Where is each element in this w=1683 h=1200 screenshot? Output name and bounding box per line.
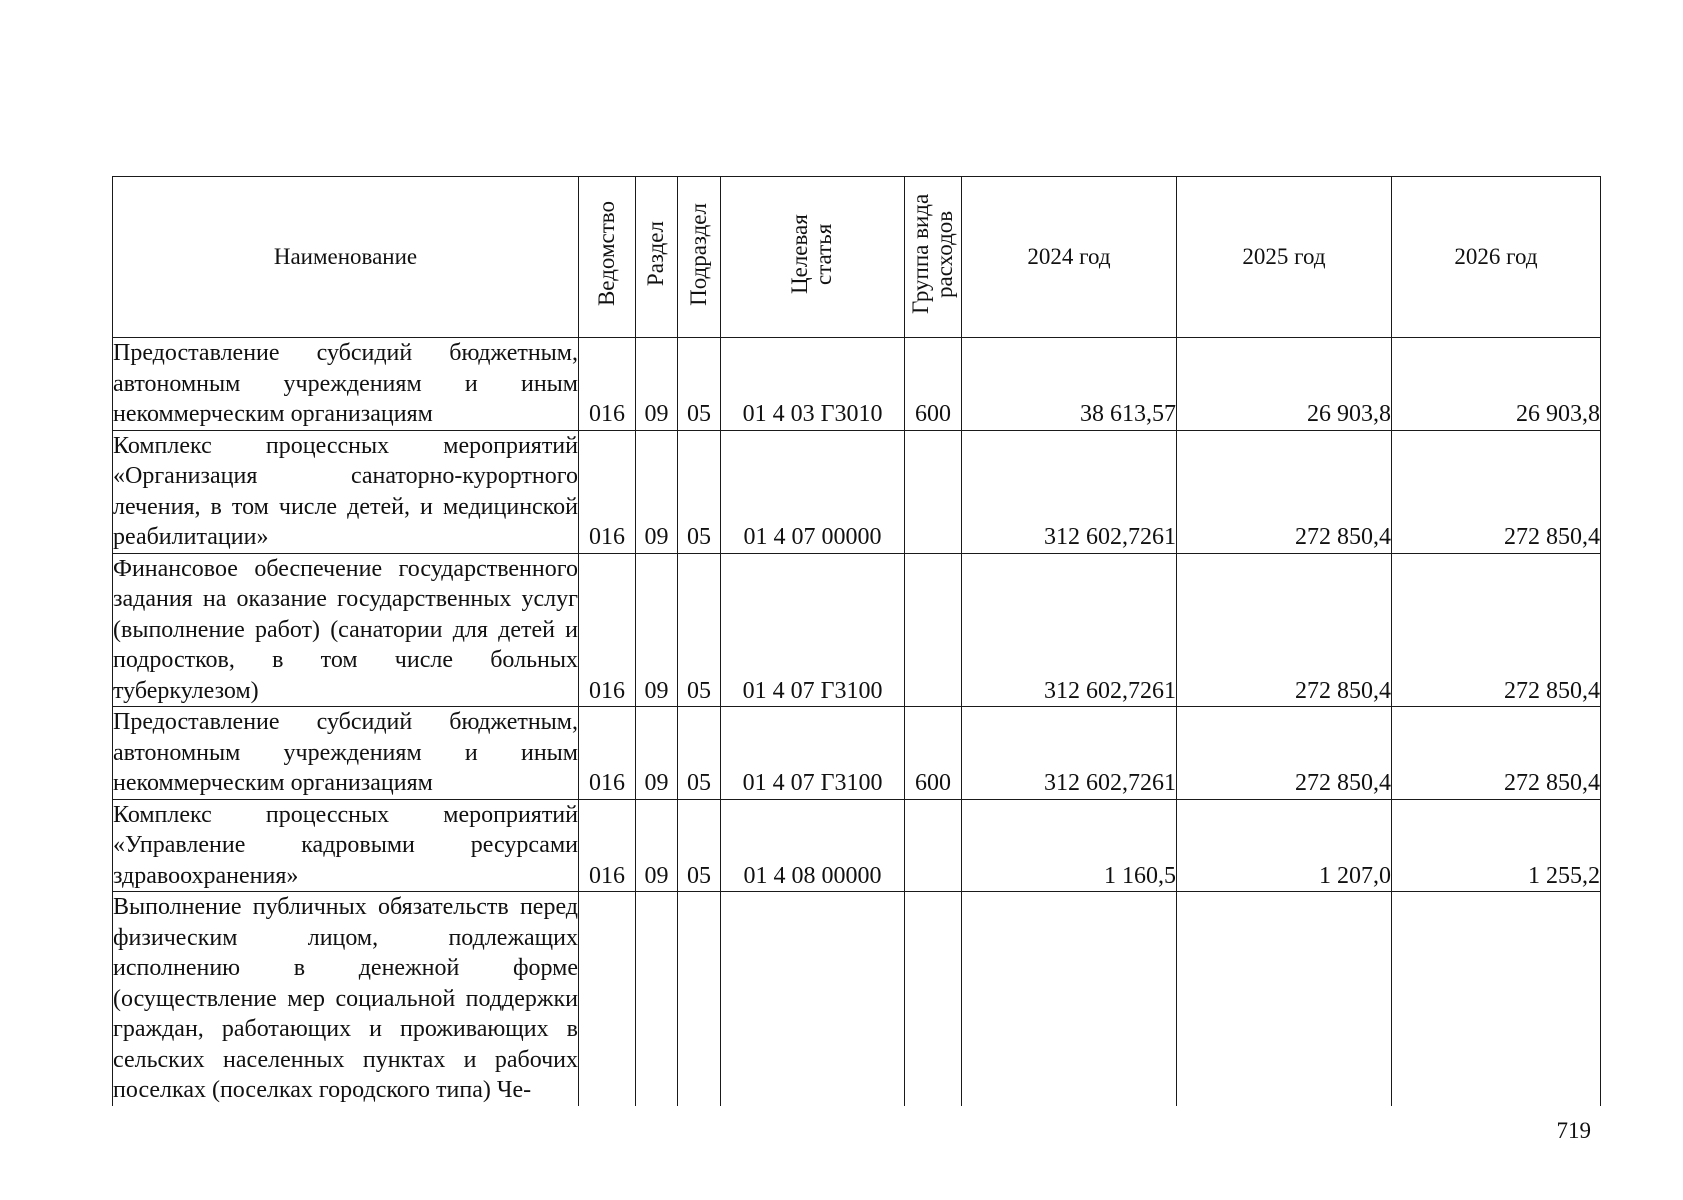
row-group [905,799,962,892]
row-name: Комплекс процессных мероприятий «Управление кадровыми ресурсами здравоохранения» [113,799,579,892]
table-row [113,430,1601,553]
budget-table [112,176,1601,1106]
header-name: Наименование [113,177,579,338]
table-row [113,707,1601,800]
row-2025: 1 207,0 [1177,799,1392,892]
table-row [113,553,1601,707]
row-target: 01 4 07 Г3100 [721,707,905,800]
row-dept: 016 [579,553,636,707]
row-target: 01 4 07 00000 [721,430,905,553]
row-dept: 016 [579,799,636,892]
header-2025: 2025 год [1177,177,1392,338]
row-name: Финансовое обеспечение государственного задания на оказание государственных услуг (выполнение работ) (санатории для детей и подростков, в том числе больных туберкулезом) [113,553,579,707]
row-2024 [962,892,1177,1106]
row-dept: 016 [579,430,636,553]
row-2025: 272 850,4 [1177,430,1392,553]
row-dept: 016 [579,707,636,800]
row-section: 09 [636,799,678,892]
row-section: 09 [636,338,678,431]
row-group [905,892,962,1106]
row-2024: 312 602,7261 [962,707,1177,800]
row-subsection: 05 [678,553,721,707]
header-2024: 2024 год [962,177,1177,338]
header-target: Целевая статья [721,177,905,338]
row-section: 09 [636,430,678,553]
header-row [113,177,1601,338]
row-name: Предоставление субсидий бюджетным, автономным учреждениям и иным некоммерческим организациям [113,338,579,431]
row-2026: 272 850,4 [1392,553,1601,707]
row-dept [579,892,636,1106]
row-2025: 272 850,4 [1177,707,1392,800]
row-subsection: 05 [678,799,721,892]
row-2026: 272 850,4 [1392,707,1601,800]
row-2024: 1 160,5 [962,799,1177,892]
row-dept: 016 [579,338,636,431]
table-row [113,338,1601,431]
row-2024: 312 602,7261 [962,430,1177,553]
row-section: 09 [636,553,678,707]
row-2024: 312 602,7261 [962,553,1177,707]
row-2024: 38 613,57 [962,338,1177,431]
row-target [721,892,905,1106]
table-row [113,892,1601,1106]
row-target: 01 4 07 Г3100 [721,553,905,707]
row-subsection [678,892,721,1106]
table-row [113,799,1601,892]
row-target: 01 4 08 00000 [721,799,905,892]
row-name: Комплекс процессных мероприятий «Организация санаторно-курортного лечения, в том числе детей, и медицинской реабилитации» [113,430,579,553]
row-section [636,892,678,1106]
row-2025: 26 903,8 [1177,338,1392,431]
header-2026: 2026 год [1392,177,1601,338]
row-name: Выполнение публичных обязательств перед физическим лицом, подлежащих исполнению в денежной форме (осуществление мер социальной поддержки граждан, работающих и проживающих в сельских населенных пунктах и рабочих поселках (поселках городского типа) Че- [113,892,579,1106]
page-number: 719 [1556,1118,1591,1143]
row-2026: 272 850,4 [1392,430,1601,553]
row-group [905,553,962,707]
row-subsection: 05 [678,430,721,553]
header-section: Раздел [636,177,678,338]
row-2025: 272 850,4 [1177,553,1392,707]
row-2026 [1392,892,1601,1106]
row-target: 01 4 03 Г3010 [721,338,905,431]
header-subsection: Подраздел [678,177,721,338]
row-name: Предоставление субсидий бюджетным, автономным учреждениям и иным некоммерческим организациям [113,707,579,800]
row-group [905,430,962,553]
row-2026: 1 255,2 [1392,799,1601,892]
row-subsection: 05 [678,707,721,800]
row-2025 [1177,892,1392,1106]
header-expense-group: Группа вида расходов [905,177,962,338]
row-section: 09 [636,707,678,800]
row-subsection: 05 [678,338,721,431]
header-dept: Ведомство [579,177,636,338]
row-group: 600 [905,707,962,800]
row-group: 600 [905,338,962,431]
row-2026: 26 903,8 [1392,338,1601,431]
